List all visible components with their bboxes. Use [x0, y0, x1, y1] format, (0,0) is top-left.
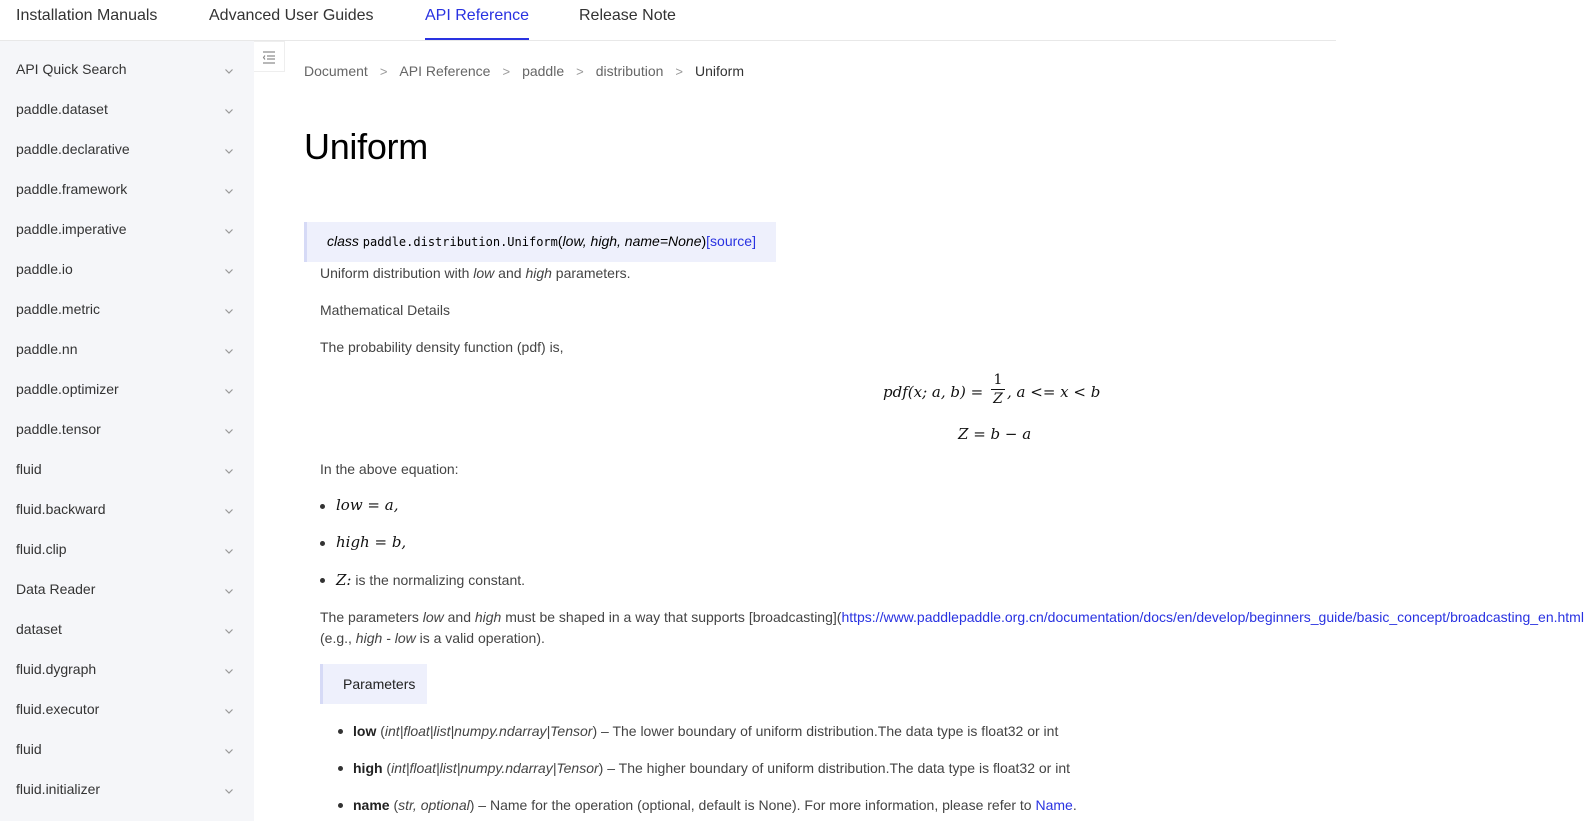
intro-low: low: [473, 265, 495, 281]
chevron-down-icon: [223, 145, 235, 157]
sidebar-item-label: paddle.nn: [16, 341, 78, 357]
sidebar-item-paddle-imperative[interactable]: [0, 211, 254, 251]
eq1-denominator: Z: [993, 391, 1003, 407]
eq1-rhs: , a <= x < b: [1007, 383, 1101, 401]
breadcrumb: [304, 63, 744, 83]
broadcast-text-line1: [320, 609, 1584, 625]
tab-release-note[interactable]: Release Note: [579, 7, 676, 24]
eq1-fraction: [991, 372, 1005, 407]
sidebar-item-label: paddle.optimizer: [16, 381, 119, 397]
tab-api-reference[interactable]: API Reference: [425, 0, 529, 41]
sidebar-item-label: paddle.declarative: [16, 141, 130, 157]
sidebar-item-fluid-dygraph[interactable]: [0, 651, 254, 691]
above-equation-text: In the above equation:: [320, 461, 459, 477]
chevron-down-icon: [223, 185, 235, 197]
pdf-intro: The probability density function (pdf) is,: [320, 339, 564, 355]
breadcrumb-distribution[interactable]: distribution: [595, 63, 664, 79]
sidebar-item-paddle-framework[interactable]: [0, 171, 254, 211]
breadcrumb-separator: >: [675, 64, 683, 79]
bullet-dot: [338, 729, 343, 734]
param-high-types: int|float|list|numpy.ndarray|Tensor: [391, 760, 599, 776]
bullet-z-text: is the normalizing constant.: [351, 572, 526, 588]
chevron-down-icon: [223, 305, 235, 317]
intro-a: Uniform distribution with: [320, 265, 474, 281]
sidebar-item-label: fluid: [16, 461, 42, 477]
bullet-dot: [338, 803, 343, 808]
sidebar-item-paddle-tensor[interactable]: [0, 411, 254, 451]
broadcasting-link[interactable]: https://www.paddlepaddle.org.cn/documentation/docs/en/develop/beginners_guide/basic_concept/broadcasting_en.html: [841, 609, 1584, 625]
sidebar-item-label: fluid.dygraph: [16, 661, 97, 677]
sidebar-item-dataset[interactable]: [0, 611, 254, 651]
sidebar-item-fluid[interactable]: [0, 451, 254, 491]
sidebar-item-label: fluid.clip: [16, 541, 67, 557]
sidebar-item-fluid[interactable]: [0, 731, 254, 771]
sidebar-item-paddle-declarative[interactable]: [0, 131, 254, 171]
sidebar-item-paddle-optimizer[interactable]: [0, 371, 254, 411]
broadcast-e: is a valid operation).: [415, 630, 545, 646]
chevron-down-icon: [223, 705, 235, 717]
breadcrumb-separator: >: [576, 64, 584, 79]
top-navigation: [0, 0, 1336, 41]
param-low: low (int|float|list|numpy.ndarray|Tensor) – The lower boundary of uniform distribution.The data type is float32 or int: [353, 723, 1059, 739]
sidebar: [0, 41, 254, 821]
bullet-dot: [320, 504, 325, 509]
param-name-types: str, optional: [398, 797, 470, 813]
eq1-lhs: pdf(x; a, b) =: [883, 383, 984, 401]
sidebar-item-label: fluid.initializer: [16, 781, 101, 797]
bullet-low: [336, 496, 398, 514]
broadcast-text-line2: [320, 630, 545, 646]
sidebar-item-label: paddle.io: [16, 261, 73, 277]
param-low-types: int|float|list|numpy.ndarray|Tensor: [384, 723, 593, 739]
intro-b: and: [494, 265, 526, 281]
class-signature: [304, 222, 776, 262]
signature-close-paren: ): [701, 233, 707, 249]
broadcast-high: high: [474, 609, 502, 625]
source-link[interactable]: [source]: [706, 233, 756, 249]
sidebar-item-fluid-backward[interactable]: [0, 491, 254, 531]
chevron-down-icon: [223, 265, 235, 277]
param-high-desc: – The higher boundary of uniform distribution.The data type is float32 or int: [603, 760, 1071, 776]
chevron-down-icon: [223, 665, 235, 677]
sidebar-item-label: fluid.executor: [16, 701, 100, 717]
broadcast-low: low: [422, 609, 444, 625]
parameters-heading-box: [320, 664, 427, 704]
param-name-name: name: [353, 797, 390, 813]
sidebar-item-label: paddle.dataset: [16, 101, 108, 117]
chevron-down-icon: [223, 505, 235, 517]
bullet-dot: [320, 578, 325, 583]
sidebar-item-data-reader[interactable]: [0, 571, 254, 611]
breadcrumb-document[interactable]: Document: [304, 63, 368, 79]
page-title: Uniform: [304, 126, 428, 167]
param-low-desc: – The lower boundary of uniform distribution.The data type is float32 or int: [597, 723, 1059, 739]
sidebar-item-label: paddle.framework: [16, 181, 128, 197]
chevron-down-icon: [223, 105, 235, 117]
param-high-name: high: [353, 760, 383, 776]
sidebar-item-label: paddle.metric: [16, 301, 101, 317]
sidebar-item-api-quick-search[interactable]: [0, 51, 254, 91]
signature-keyword: class: [327, 233, 359, 249]
broadcast-b: and: [443, 609, 475, 625]
sidebar-item-fluid-clip[interactable]: [0, 531, 254, 571]
chevron-down-icon: [223, 425, 235, 437]
signature-params: low, high, name=None: [562, 233, 702, 249]
fraction-bar: [991, 389, 1005, 390]
breadcrumb-paddle[interactable]: paddle: [522, 63, 565, 79]
tab-installation-manuals[interactable]: Installation Manuals: [16, 7, 158, 24]
sidebar-item-label: fluid: [16, 741, 42, 757]
broadcast-expr: high - low: [355, 630, 416, 646]
sidebar-item-fluid-initializer[interactable]: [0, 771, 254, 811]
tab-advanced-user-guides[interactable]: Advanced User Guides: [209, 7, 374, 24]
sidebar-item-paddle-metric[interactable]: [0, 291, 254, 331]
sidebar-item-label: paddle.imperative: [16, 221, 127, 237]
sidebar-item-fluid-executor[interactable]: [0, 691, 254, 731]
chevron-down-icon: [223, 345, 235, 357]
sidebar-item-label: fluid.backward: [16, 501, 106, 517]
sidebar-item-paddle-io[interactable]: [0, 251, 254, 291]
chevron-down-icon: [223, 225, 235, 237]
name-link[interactable]: Name: [1035, 797, 1073, 813]
bullet-dot: [320, 541, 325, 546]
sidebar-collapse-button[interactable]: [254, 41, 285, 72]
broadcast-a: The parameters: [320, 609, 423, 625]
chevron-down-icon: [223, 465, 235, 477]
signature-open-paren: (: [557, 233, 563, 249]
bullet-high: [336, 533, 406, 551]
chevron-down-icon: [223, 385, 235, 397]
chevron-down-icon: [223, 65, 235, 77]
chevron-down-icon: [223, 545, 235, 557]
param-name-end: .: [1072, 797, 1077, 813]
sidebar-item-label: dataset: [16, 621, 62, 637]
bullet-dot: [338, 766, 343, 771]
chevron-down-icon: [223, 585, 235, 597]
chevron-down-icon: [223, 745, 235, 757]
signature-qualname: paddle.distribution.Uniform: [362, 235, 558, 249]
broadcast-c: must be shaped in a way that supports [broadcasting](: [501, 609, 842, 625]
sidebar-item-paddle-nn[interactable]: [0, 331, 254, 371]
broadcast-d: (e.g.,: [320, 630, 356, 646]
chevron-down-icon: [223, 785, 235, 797]
normalizer-equation: Z = b − a: [958, 425, 1032, 443]
bullet-low-math: low = a,: [336, 496, 399, 514]
math-details-heading: Mathematical Details: [320, 302, 450, 318]
breadcrumb-separator: >: [502, 64, 511, 79]
bullet-z: [336, 571, 525, 589]
eq1-numerator: 1: [993, 372, 1003, 388]
breadcrumb-separator: >: [379, 64, 388, 79]
intro-text: [320, 265, 631, 281]
breadcrumb-api-reference[interactable]: API Reference: [399, 63, 491, 79]
param-high: high (int|float|list|numpy.ndarray|Tensor) – The higher boundary of uniform distribution.The data type is float32 or int: [353, 760, 1071, 776]
param-name: name (str, optional) – Name for the operation (optional, default is None). For more information, please refer to Name.: [353, 797, 1077, 813]
intro-high: high: [525, 265, 552, 281]
sidebar-item-label: Data Reader: [16, 581, 96, 597]
sidebar-item-label: paddle.tensor: [16, 421, 101, 437]
intro-c: parameters.: [551, 265, 631, 281]
bullet-high-math: high = b,: [336, 533, 407, 551]
param-name-desc: – Name for the operation (optional, default is None). For more information, please refer to: [474, 797, 1036, 813]
collapse-menu-icon: [262, 50, 276, 64]
sidebar-item-label: API Quick Search: [16, 61, 127, 77]
param-low-name: low: [353, 723, 377, 739]
breadcrumb-current: Uniform: [695, 63, 745, 79]
bullet-z-math: Z:: [336, 571, 352, 589]
sidebar-item-paddle-dataset[interactable]: [0, 91, 254, 131]
chevron-down-icon: [223, 625, 235, 637]
parameters-heading: Parameters: [343, 676, 416, 692]
